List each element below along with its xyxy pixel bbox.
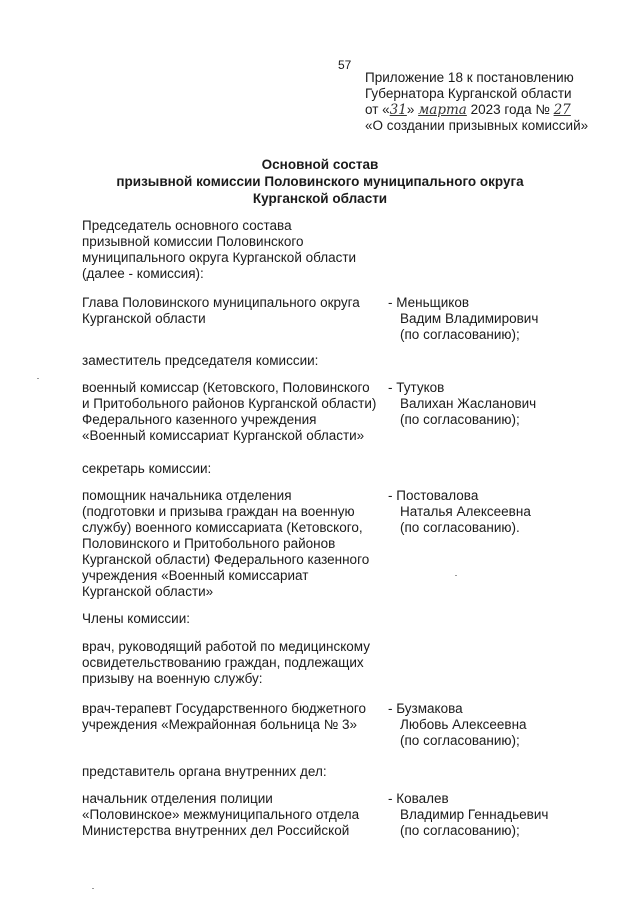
text-line: «Военный комиссариат Курганской области» xyxy=(82,428,365,443)
page-number: 57 xyxy=(338,58,352,72)
person-surname: - Постовалова xyxy=(388,488,479,503)
text-line: Половинского и Притобольного районов xyxy=(82,536,336,551)
title-line: призывной комиссии Половинского муниципального округа xyxy=(116,174,524,189)
appendix-line: Губернатора Курганской области xyxy=(365,86,572,101)
appendix-year: 2023 года № xyxy=(466,102,554,117)
appendix-block xyxy=(365,70,630,134)
text-line: учреждения «Военный комиссариат xyxy=(82,568,309,583)
text-line: и Притобольного районов Курганской области) xyxy=(82,396,377,411)
text-line: муниципального округа Курганской области xyxy=(82,250,357,265)
text-line: Курганской области xyxy=(82,311,206,326)
chairman-intro xyxy=(82,218,356,282)
text-line: помощник начальника отделения xyxy=(82,488,292,503)
police-position xyxy=(82,791,359,839)
person-note: (по согласованию). xyxy=(400,520,520,535)
scan-speck xyxy=(37,378,39,379)
text-line: Курганской области) Федерального казенного xyxy=(82,552,370,567)
person-note: (по согласованию); xyxy=(400,823,520,838)
person-surname: - Тутуков xyxy=(388,380,445,395)
person-name: Наталья Алексеевна xyxy=(400,504,531,519)
secretary-heading: секретарь комиссии: xyxy=(82,461,212,476)
police-person xyxy=(388,791,548,839)
chairman-person xyxy=(388,295,538,343)
scan-speck xyxy=(455,575,457,576)
text-line: врач, руководящий работой по медицинскому xyxy=(82,639,370,654)
doctor-position xyxy=(82,701,366,733)
text-line: (далее - комиссия): xyxy=(82,266,204,281)
appendix-line: «О создании призывных комиссий» xyxy=(365,118,589,133)
text-line: Глава Половинского муниципального округа xyxy=(82,295,360,310)
person-surname: - Бузмакова xyxy=(388,701,463,716)
person-name: Вадим Владимирович xyxy=(400,311,539,326)
title-line: Курганской области xyxy=(252,191,388,206)
title-line: Основной состав xyxy=(261,157,379,172)
deputy-heading: заместитель председателя комиссии: xyxy=(82,353,319,368)
appendix-date-prefix: от « xyxy=(365,102,390,117)
deputy-person xyxy=(388,380,536,428)
person-surname: - Меньщиков xyxy=(388,295,470,310)
scan-speck xyxy=(92,888,94,889)
members-heading: Члены комиссии: xyxy=(82,611,191,626)
text-line: Министерства внутренних дел Российской xyxy=(82,823,350,838)
text-line: призыву на военную службу: xyxy=(82,671,263,686)
text-line: Председатель основного состава xyxy=(82,218,292,233)
person-name: Любовь Алексеевна xyxy=(400,717,527,732)
person-name: Владимир Геннадьевич xyxy=(400,807,549,822)
police-heading: представитель органа внутренних дел: xyxy=(82,764,327,779)
text-line: военный комиссар (Кетовского, Половинского xyxy=(82,380,370,395)
doctor-person xyxy=(388,701,527,749)
deputy-position xyxy=(82,380,376,444)
chairman-position xyxy=(82,295,360,327)
text-line: начальник отделения полиции xyxy=(82,791,273,806)
document-title xyxy=(100,156,540,207)
secretary-person xyxy=(388,488,531,536)
text-line: службу) военного комиссариата (Кетовского, xyxy=(82,520,363,535)
text-line: (подготовки и призыва граждан на военную xyxy=(82,504,355,519)
person-surname: - Ковалев xyxy=(388,791,449,806)
text-line: призывной комиссии Половинского xyxy=(82,234,304,249)
person-note: (по согласованию); xyxy=(400,733,520,748)
text-line: Федерального казенного учреждения xyxy=(82,412,317,427)
doctor-heading xyxy=(82,639,370,687)
appendix-date-line xyxy=(365,102,630,118)
appendix-line: Приложение 18 к постановлению xyxy=(365,70,574,85)
person-name: Валихан Жасланович xyxy=(400,396,537,411)
text-line: Курганской области» xyxy=(82,584,214,599)
person-note: (по согласованию); xyxy=(400,327,520,342)
appendix-date-mid: » xyxy=(406,102,419,117)
person-note: (по согласованию); xyxy=(400,412,520,427)
handwritten-day: 31 xyxy=(389,102,407,118)
text-line: врач-терапевт Государственного бюджетного xyxy=(82,701,367,716)
handwritten-number: 27 xyxy=(553,102,571,118)
text-line: «Половинское» межмуниципального отдела xyxy=(82,807,360,822)
text-line: освидетельствованию граждан, подлежащих xyxy=(82,655,364,670)
secretary-position xyxy=(82,488,369,600)
text-line: учреждения «Межрайонная больница № 3» xyxy=(82,717,358,732)
handwritten-month: марта xyxy=(418,102,467,118)
